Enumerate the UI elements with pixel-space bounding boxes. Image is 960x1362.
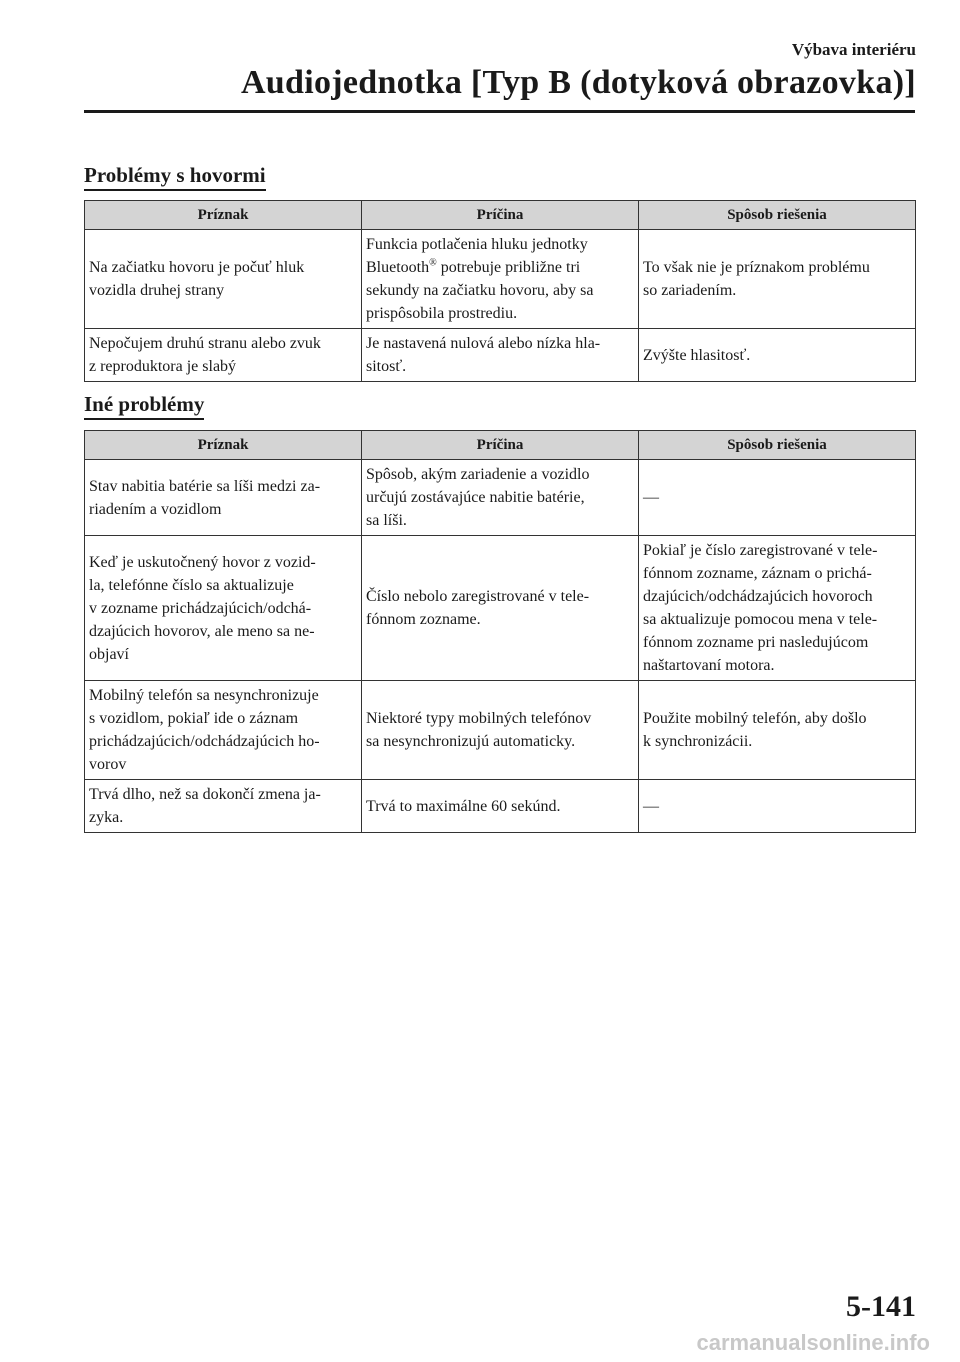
table-row	[85, 780, 916, 833]
cause-cell	[362, 460, 639, 536]
table-row	[85, 230, 916, 329]
cell-line: Stav nabitia batérie sa líši medzi za-	[89, 477, 321, 495]
cell-line: Funkcia potlačenia hluku jednotky	[366, 236, 588, 253]
cell-line: Použite mobilný telefón, aby došlo	[643, 710, 867, 727]
cell-line: To však nie je príznakom problému	[643, 259, 870, 276]
table-header-row	[85, 431, 916, 460]
cell-line: Je nastavená nulová alebo nízka hla-	[366, 335, 601, 352]
em-dash: —	[643, 797, 659, 815]
other-problems-table	[84, 430, 916, 833]
cell-line: Na začiatku hovoru je počuť hluk	[89, 259, 305, 276]
watermark: carmanualsonline.info	[696, 1330, 930, 1355]
cell-line: Trvá dlho, než sa dokončí zmena ja-	[89, 786, 321, 803]
cell-line: fónnom zozname.	[366, 611, 481, 628]
symptom-cell	[85, 460, 362, 536]
cause-cell	[362, 329, 639, 382]
cause-cell	[362, 681, 639, 780]
cell-text: potrebuje približne tri	[436, 259, 581, 276]
page-number: 5-141	[846, 1290, 916, 1323]
cell-line: v zozname prichádzajúcich/odchá-	[89, 599, 312, 617]
cell-line: Zvýšte hlasitosť.	[643, 346, 751, 364]
cell-line: objaví	[89, 645, 129, 663]
solution-cell	[639, 230, 916, 329]
bluetooth-text: Bluetooth	[366, 259, 430, 276]
section-title-other-problems: Iné problémy	[84, 392, 204, 420]
cell-line: z reproduktora je slabý	[89, 358, 237, 375]
cause-cell	[362, 780, 639, 833]
cell-line: určujú zostávajúce nabitie batérie,	[366, 489, 585, 506]
em-dash: —	[643, 489, 659, 506]
registered-mark: ®	[429, 257, 437, 269]
cell-line: Mobilný telefón sa nesynchronizuje	[89, 687, 319, 704]
header-rule	[84, 110, 915, 113]
section-title-call-problems: Problémy s hovormi	[84, 163, 266, 191]
symptom-cell	[85, 230, 362, 329]
cause-cell	[362, 230, 639, 329]
cause-cell	[362, 536, 639, 681]
cell-line: Keď je uskutočnený hovor z vozid-	[89, 553, 316, 571]
cell-line: Spôsob, akým zariadenie a vozidlo	[366, 466, 590, 483]
cell-line: dzajúcich hovorov, ale meno sa ne-	[89, 622, 315, 640]
cell-line: sekundy na začiatku hovoru, aby sa	[366, 282, 594, 299]
solution-cell	[639, 536, 916, 681]
cell-line: prispôsobila prostrediu.	[366, 305, 518, 322]
cell-line: prichádzajúcich/odchádzajúcich ho-	[89, 733, 320, 750]
cell-line: zyka.	[89, 809, 124, 826]
cell-line: vorov	[89, 756, 127, 773]
solution-cell	[639, 681, 916, 780]
cell-line: s vozidlom, pokiaľ ide o záznam	[89, 710, 299, 727]
solution-cell	[639, 780, 916, 833]
table-row	[85, 536, 916, 681]
symptom-cell	[85, 681, 362, 780]
cell-line: sitosť.	[366, 358, 407, 375]
solution-cell	[639, 460, 916, 536]
column-header-symptom: Príznak	[85, 431, 362, 460]
column-header-solution: Spôsob riešenia	[639, 431, 916, 460]
cell-line: Pokiaľ je číslo zaregistrované v tele-	[643, 542, 878, 559]
page-title: Audiojednotka [Typ B (dotyková obrazovka)]	[240, 64, 916, 101]
cell-line: sa aktualizuje pomocou mena v tele-	[643, 611, 878, 628]
cell-line: vozidla druhej strany	[89, 282, 225, 299]
symptom-cell	[85, 536, 362, 681]
column-header-solution: Spôsob riešenia	[639, 201, 916, 230]
symptom-cell	[85, 329, 362, 382]
cell-line: fónnom zozname pri nasledujúcom	[643, 634, 869, 651]
cell-line: naštartovaní motora.	[643, 657, 775, 674]
cell-line: fónnom zozname, záznam o prichá-	[643, 565, 872, 582]
table-row	[85, 460, 916, 536]
column-header-cause: Príčina	[362, 201, 639, 230]
column-header-symptom: Príznak	[85, 201, 362, 230]
cell-line: la, telefónne číslo sa aktualizuje	[89, 576, 294, 594]
cell-line: Trvá to maximálne 60 sekúnd.	[366, 797, 561, 815]
cell-line: k synchronizácii.	[643, 733, 753, 750]
cell-line: Číslo nebolo zaregistrované v tele-	[366, 588, 590, 605]
table-row	[85, 329, 916, 382]
cell-line: so zariadením.	[643, 282, 737, 299]
table-row	[85, 681, 916, 780]
call-problems-table	[84, 200, 916, 382]
cell-line: sa líši.	[366, 512, 407, 529]
cell-line: sa nesynchronizujú automaticky.	[366, 733, 576, 750]
symptom-cell	[85, 780, 362, 833]
cell-line: Niektoré typy mobilných telefónov	[366, 710, 592, 727]
cell-line	[366, 256, 634, 279]
column-header-cause: Príčina	[362, 431, 639, 460]
table-header-row	[85, 201, 916, 230]
cell-line: Nepočujem druhú stranu alebo zvuk	[89, 335, 321, 352]
cell-line: riadením a vozidlom	[89, 500, 222, 518]
solution-cell	[639, 329, 916, 382]
cell-line: dzajúcich/odchádzajúcich hovoroch	[643, 588, 873, 605]
section-subtitle: Výbava interiéru	[791, 40, 916, 59]
